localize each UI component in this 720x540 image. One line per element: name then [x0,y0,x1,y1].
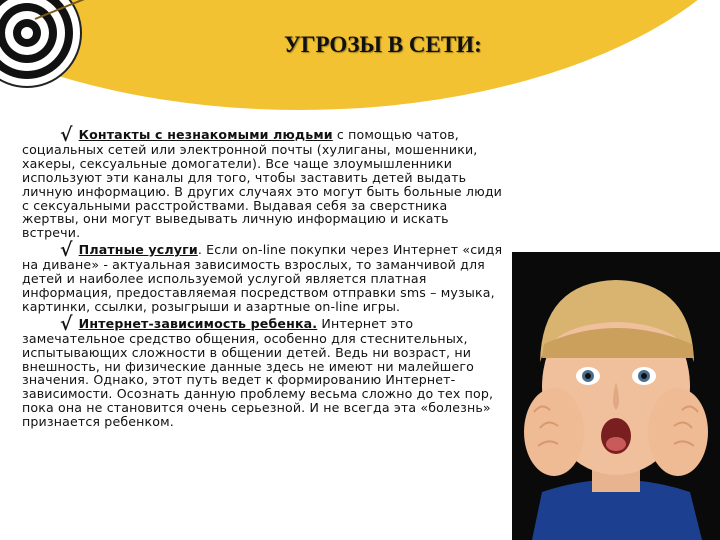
item-heading: Платные услуги [78,242,198,258]
slide-title: УГРОЗЫ В СЕТИ: [284,32,482,57]
item-text: с помощью чатов, социальных сетей или электронной почты (хулиганы, мошенники, хакеры, сексуальные домогатели). Все чаще злоумышленники используют эти каналы для того, чтобы заставить детей выдать личную информацию. В других случаях это могут быть больные люди с сексуальными расстройствами. Выдавая себя за сверстника жертвы, они могут выведывать личную информацию и искать встречи. [22,127,503,241]
item-heading: Интернет-зависимость ребенка. [78,315,318,331]
slide-content [22,124,508,432]
threat-item-addiction [22,312,508,430]
surprised-child-photo [512,252,720,540]
threat-item-contacts [22,124,508,241]
item-heading: Контакты с незнакомыми людьми [78,127,333,142]
threat-item-paid-services [22,239,508,314]
checkmark-icon: √ [60,312,73,335]
target-icon [0,0,82,88]
item-text: Интернет это замечательное средство общения, особенно для стеснительных, испытывающих сложности в общении детей. Ведь ни возраст, ни внешность, ни физические данные здесь не имеют ни малейшего значения. Однако, этот путь ведет к формированию Интернет-зависимости. Осознать данную проблему весьма сложно до тех пор, пока она не становится очень серьезной. И не всегда эта «болезнь» признается ребенком. [22,315,494,430]
checkmark-icon: √ [60,239,73,262]
checkmark-icon: √ [60,124,73,146]
item-text: . Если on-line покупки через Интернет «сидя на диване» - актуальная зависимость взрослых, то заманчивой для детей и наиболее используемой услугой является платная информация, предоставляемая посредством отправки sms – музыка, картинки, ссылки, розыгрыши и азартные on-line игры. [22,242,503,314]
